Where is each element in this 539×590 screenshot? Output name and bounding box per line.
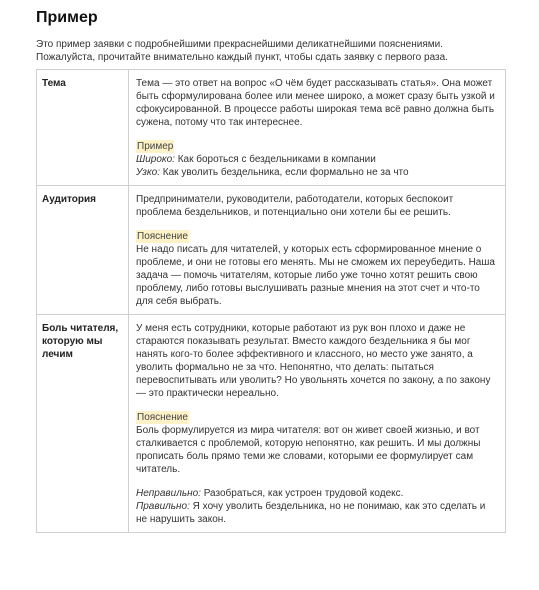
audience-text: Предприниматели, руководители, работодатели, которых беспокоит проблема бездельников, и потенциально они хотели бы ее решить. bbox=[136, 194, 454, 218]
row-label-audience: Аудитория bbox=[37, 186, 129, 315]
row-content-pain bbox=[129, 315, 506, 533]
row-content-theme bbox=[129, 70, 506, 186]
example-line: Правильно: Я хочу уволить бездельника, но не понимаю, как это сделать и не нарушить закон. bbox=[136, 501, 486, 525]
theme-text: Тема — это ответ на вопрос «О чём будет рассказывать статья». Она может быть сформулирована более или менее широко, а может сразу быть узкой и сфокусированной. В процессе работы широкая тема всё равно должна быть сужена, потому что так интереснее. bbox=[136, 78, 495, 128]
document-page bbox=[0, 0, 539, 64]
explanation-tag: Пояснение bbox=[137, 231, 188, 242]
table-row-audience bbox=[37, 186, 506, 315]
explanation-tag: Пояснение bbox=[137, 412, 188, 423]
pain-text: У меня есть сотрудники, которые работают из рук вон плохо и даже не стараются показывать результат. Вместо каждого бездельника я бы мог нанять кого-то более эффективного и классного, но место уже занято, а уволить формально не за что. Непонятно, что делать: пытаться перевоспитывать или уволить? Но увольнять хочется по закону, а по закону — это практически нереально. bbox=[136, 323, 491, 399]
row-label-pain: Боль читателя, которую мы лечим bbox=[37, 315, 129, 533]
audience-note: Не надо писать для читателей, у которых есть сформированное мнение о проблеме, и они не готовы его менять. Мы не сможем их переубедить. Наша задача — помочь читателям, которые либо уже точно хотят решить свою проблему, либо готовы выслушивать разные мнения на этот счет и что-то для себя выбрать. bbox=[136, 244, 495, 307]
pain-note: Боль формулируется из мира читателя: вот он живет своей жизнью, и вот сталкивается с проблемой, которую непонятно, как решить. И мы должны прописать боль прямо теми же словами, которыми ее формулирует сам читатель. bbox=[136, 425, 481, 475]
row-label-theme: Тема bbox=[37, 70, 129, 186]
intro-text bbox=[36, 38, 539, 64]
example-tag: Пример bbox=[137, 141, 174, 152]
row-content-audience bbox=[129, 186, 506, 315]
application-table bbox=[36, 69, 506, 533]
example-line: Широко: Как бороться с бездельниками в компании bbox=[136, 154, 376, 165]
page-title: Пример bbox=[36, 9, 98, 26]
example-line: Неправильно: Разобраться, как устроен трудовой кодекс. bbox=[136, 488, 404, 499]
example-line: Узко: Как уволить бездельника, если формально не за что bbox=[136, 167, 409, 178]
intro-line: Пожалуйста, прочитайте внимательно каждый пункт, чтобы сдать заявку с первого раза. bbox=[36, 52, 448, 63]
table-row-theme bbox=[37, 70, 506, 186]
table-row-pain bbox=[37, 315, 506, 533]
intro-line: Это пример заявки с подробнейшими прекраснейшими деликатнейшими пояснениями. bbox=[36, 39, 443, 50]
